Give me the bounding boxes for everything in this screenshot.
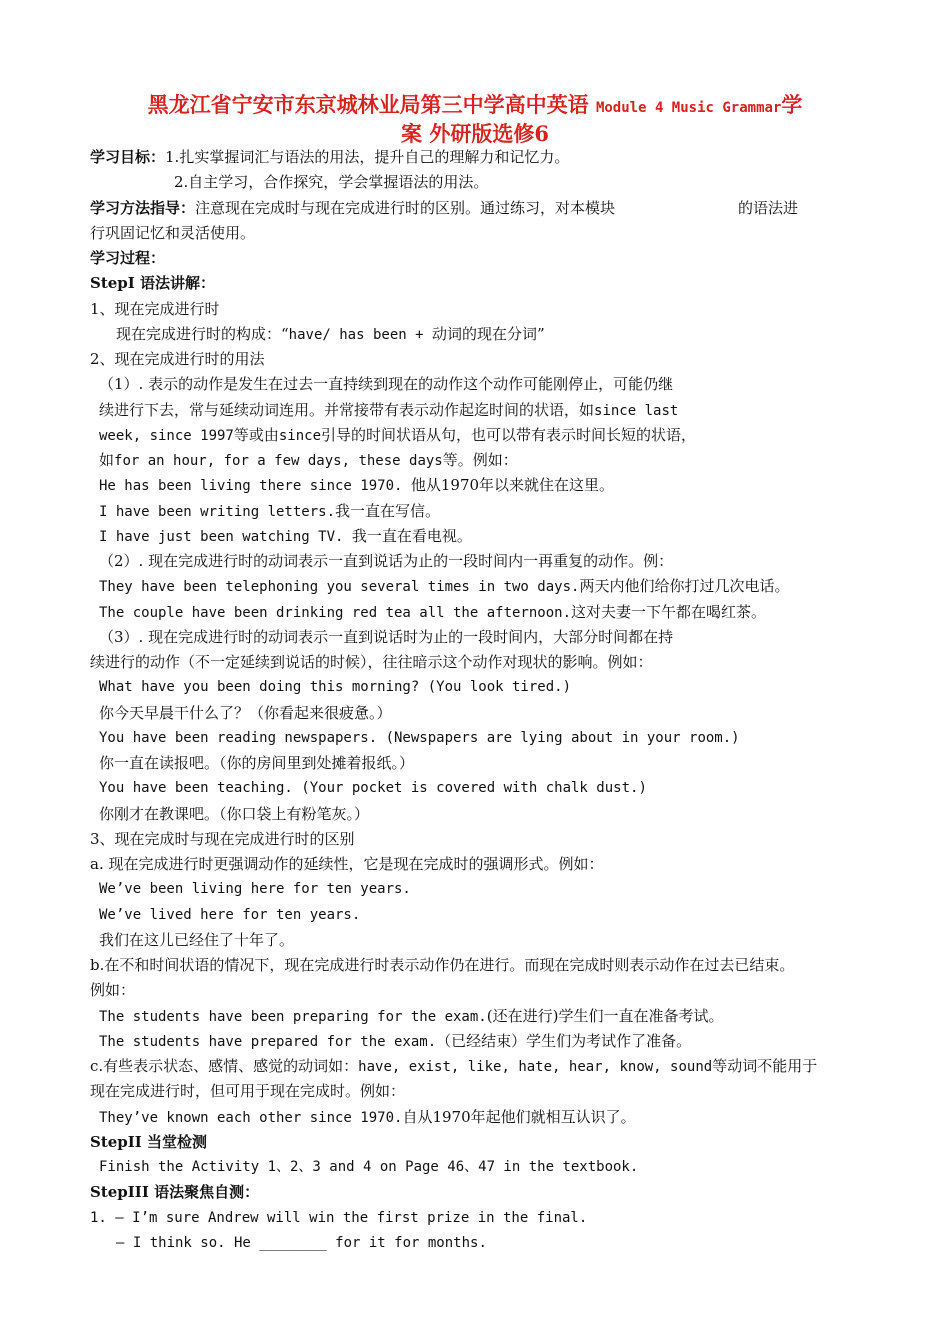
point-b: b.在不和时间状语的情况下，现在完成进行时表示动作仍在进行。而现在完成时则表示动作在过去已结束。 <box>90 956 795 974</box>
section-1-form: 现在完成进行时的构成：“have/ has been + 动词的现在分词” <box>116 324 545 343</box>
example-5: The couple have been drinking red tea all the afternoon.这对夫妻一下午都在喝红茶。 <box>99 602 767 621</box>
section-2-heading: 2、现在完成进行时的用法 <box>90 350 265 368</box>
title-line-1: 黑龙江省宁安市东京城林业局第三中学高中英语 Module 4 Music Grammar学 <box>147 92 803 117</box>
section-3-heading: 3、现在完成时与现在完成进行时的区别 <box>90 829 355 848</box>
example-3: I have just been watching TV. 我一直在看电视。 <box>99 526 472 545</box>
usage-1-line-2: 续进行下去，常与延续动词连用。并常接带有表示动作起迄时间的状语，如since last <box>99 400 679 419</box>
point-c-line-2: 现在完成进行时，但可用于现在完成时。例如： <box>90 1082 406 1101</box>
objectives-line-1: 学习目标：1.扎实掌握词汇与语法的用法，提升自己的理解力和记忆力。 <box>90 148 570 166</box>
point-b-line-2: 例如： <box>90 981 136 1000</box>
process-heading: 学习过程： <box>90 249 166 267</box>
example-1: He has been living there since 1970. 他从1970年以来就住在这里。 <box>99 476 615 495</box>
step2-heading: StepII 当堂检测 <box>90 1132 208 1151</box>
example-8-translation: 你刚才在教课吧。（你口袋上有粉笔灰。） <box>99 804 370 823</box>
question-1: 1. — I’m sure Andrew will win the first prize in the final. <box>90 1209 588 1226</box>
example-a-translation: 我们在这儿已经住了十年了。 <box>99 930 295 949</box>
point-c: c.有些表示状态、感情、感觉的动词如：have, exist, like, hate, hear, know, sound等动词不能用于 <box>90 1057 818 1075</box>
example-a-1: We’ve been living here for ten years. <box>99 881 411 898</box>
example-6: What have you been doing this morning? (You look tired.) <box>99 679 572 696</box>
point-a: a. 现在完成进行时更强调动作的延续性，它是现在完成时的强调形式。例如： <box>90 855 604 873</box>
example-b-2: The students have prepared for the exam.（已经结束）学生们为考试作了准备。 <box>99 1031 692 1050</box>
answer-blank[interactable]: ________ <box>259 1234 327 1251</box>
usage-1-line-1: （1）. 表示的动作是发生在过去一直持续到现在的动作这个动作可能刚停止，可能仍继 <box>99 375 674 394</box>
example-a-2: We’ve lived here for ten years. <box>99 906 361 923</box>
document-body <box>90 145 880 1256</box>
example-2: I have been writing letters.我一直在写信。 <box>99 501 441 520</box>
objectives-line-2: 2.自主学习，合作探究，学会掌握语法的用法。 <box>174 173 489 192</box>
usage-1-line-4: 如for an hour, for a few days, these days等。例如： <box>99 451 518 469</box>
example-6-translation: 你今天早晨干什么了？（你看起来很疲惫。） <box>99 703 392 722</box>
example-7: You have been reading newspapers. (Newspapers are lying about in your room.) <box>99 729 740 746</box>
example-8: You have been teaching. (Your pocket is covered with chalk dust.) <box>99 780 647 797</box>
step2-instruction: Finish the Activity 1、2、3 and 4 on Page 46、47 in the textbook. <box>99 1159 639 1175</box>
usage-1-line-3: week, since 1997等或由since引导的时间状语从句，也可以带有表示时间长短的状语， <box>99 425 697 444</box>
question-1-reply: — I think so. He ________ for it for months. <box>116 1234 487 1251</box>
usage-3-line-1: （3）. 现在完成进行时的动词表示一直到说话时为止的一段时间内，大部分时间都在持 <box>99 627 674 646</box>
title-line-2: 案 外研版选修6 <box>401 121 549 146</box>
example-c-1: They’ve known each other since 1970.自从1970年起他们就相互认识了。 <box>99 1107 636 1126</box>
step3-heading: StepIII 语法聚焦自测： <box>90 1183 260 1202</box>
example-4: They have been telephoning you several times in two days.两天内他们给你打过几次电话。 <box>99 577 790 596</box>
example-7-translation: 你一直在读报吧。（你的房间里到处摊着报纸。） <box>99 754 415 772</box>
step1-heading: StepI 语法讲解： <box>90 274 216 293</box>
usage-2: （2）. 现在完成进行时的动词表示一直到说话为止的一段时间内一再重复的动作。例： <box>99 552 674 570</box>
section-1-heading: 1、现在完成进行时 <box>90 299 220 318</box>
method-line-2: 行巩固记忆和灵活使用。 <box>90 223 256 242</box>
usage-3-line-2: 续进行的动作（不一定延续到说话的时候），往往暗示这个动作对现状的影响。例如： <box>90 653 653 671</box>
method-line-1: 学习方法指导：注意现在完成时与现在完成进行时的区别。通过练习，对本模块 的语法进 <box>90 198 799 217</box>
page-title <box>90 92 860 146</box>
example-b-1: The students have been preparing for the exam.(还在进行)学生们一直在准备考试。 <box>99 1006 724 1025</box>
